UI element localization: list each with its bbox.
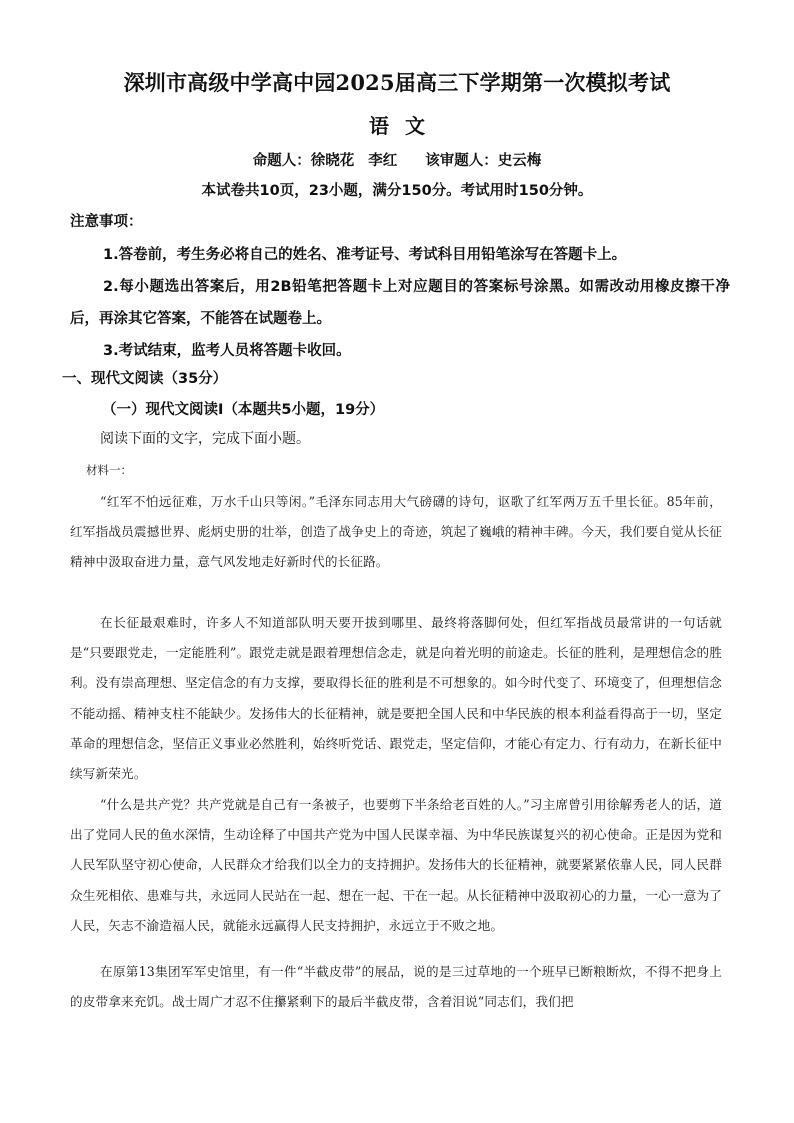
body-paragraph: “什么是共产党？共产党就是自己有一条被子，也要剪下半条给老百姓的人。”习主席曾引用徐解秀老人的话，道出了党同人民的鱼水深情，生动诠释了中国共产党为中国人民谋幸福、为中华民族谋复兴的初心使命。正是因为党和人民军队坚守初心使命，人民群众才给我们以全力的支持拥护。发扬伟大的长征精神，就要紧紧依靠人民，同人民群众生死相依、患难与共，永远同人民站在一起、想在一起、干在一起。从长征精神中汲取初心的力量，一心一意为了人民，矢志不渝造福人民，就能永远赢得人民支持拥护，永远立于不败之地。: [70, 797, 722, 933]
material-label: 材料一：: [86, 463, 132, 477]
reviewer-label: 该审题人：: [425, 153, 498, 169]
authors-line: [0, 150, 794, 172]
exam-info: 本试卷共10页，23小题，满分150分。考试用时150分钟。: [201, 183, 593, 199]
reviewer-name: 史云梅: [497, 153, 542, 169]
section-heading: 一、现代文阅读（35分）: [62, 371, 228, 387]
exam-title: 深圳市高级中学高中园2025届高三下学期第一次模拟考试: [123, 70, 671, 95]
author-name: 李红: [368, 153, 398, 169]
body-paragraph: “红军不怕远征难，万水千山只等闲。”毛泽东同志用大气磅礴的诗句，讴歌了红军两万五千里长征。85年前，红军指战员震撼世界、彪炳史册的壮举，创造了战争史上的奇迹，筑起了巍峨的精神丰碑。今天，我们要自觉从长征精神中汲取奋进力量，意气风发地走好新时代的长征路。: [70, 494, 722, 570]
subject-char: 文: [405, 114, 425, 138]
notice-heading: 注意事项：: [70, 214, 143, 230]
notice-item: 3.考试结束，监考人员将答题卡收回。: [103, 343, 351, 359]
body-paragraph: 在长征最艰难时，许多人不知道部队明天要开拔到哪里、最终将落脚何处，但红军指战员最常讲的一句话就是“只要跟党走，一定能胜利”。跟党走就是跟着理想信念走，就是向着光明的前途走。长征的胜利，是理想信念的胜利。没有崇高理想、坚定信念的有力支撑，要取得长征的胜利是不可想象的。如今时代变了、环境变了，但理想信念不能动摇、精神支柱不能缺少。发扬伟大的长征精神，就是要把全国人民和中华民族的根本利益看得高于一切，坚定革命的理想信念，坚信正义事业必然胜利，始终听党话、跟党走，坚定信仰，才能心有定力、行有动力，在新长征中续写新荣光。: [70, 615, 722, 782]
subject-title: [0, 112, 794, 140]
body-paragraph: 在原第13集团军军史馆里，有一件“半截皮带”的展品，说的是三过草地的一个班早已断粮断炊，不得不把身上的皮带拿来充饥。战士周广才忍不住攥紧剩下的最后半截皮带，含着泪说“同志们，我们把: [70, 964, 722, 1010]
subject-char: 语: [369, 114, 389, 138]
author-name: 徐晓花: [310, 153, 355, 169]
reading-instruction: 阅读下面的文字，完成下面小题。: [100, 431, 310, 447]
subsection-heading: （一）现代文阅读Ⅰ（本题共5小题，19分）: [102, 402, 385, 418]
notice-item: 2.每小题选出答案后，用2B铅笔把答题卡上对应题目的答案标号涂黑。如需改动用橡皮擦干净后，再涂其它答案，不能答在试题卷上。: [70, 279, 730, 327]
author-label: 命题人：: [252, 153, 311, 169]
notice-item: 1.答卷前，考生务必将自己的姓名、准考证号、考试科目用铅笔涂写在答题卡上。: [103, 247, 627, 263]
